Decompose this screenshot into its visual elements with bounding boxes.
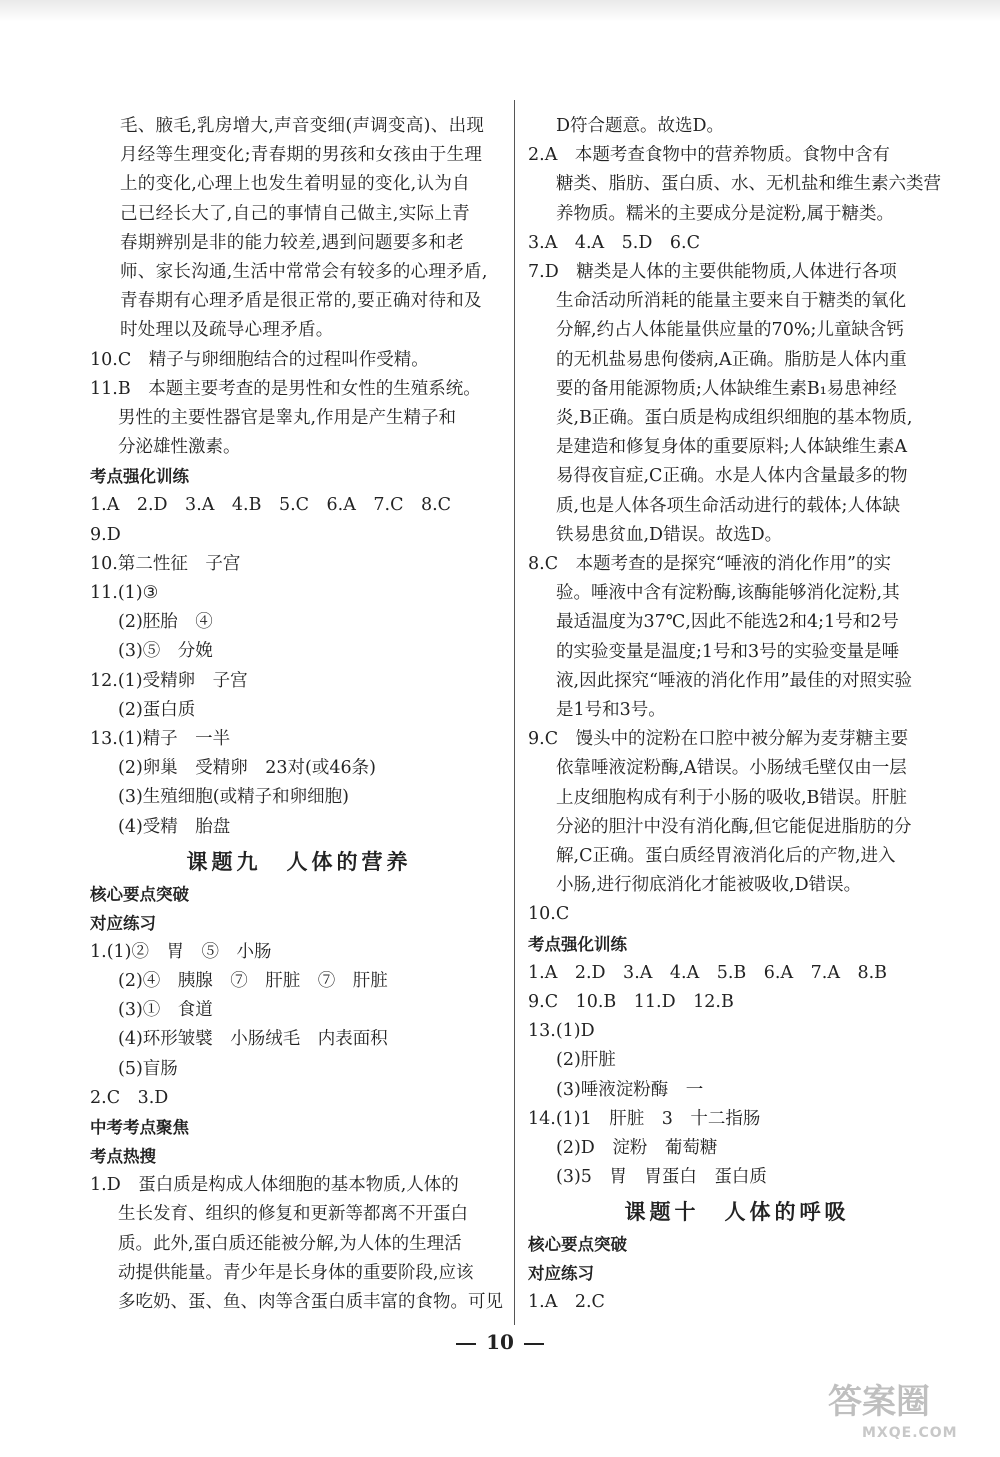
answer-subline: (4)环形皱襞 小肠绒毛 内表面积	[118, 1029, 388, 1050]
section-heading: 核心要点突破	[528, 1235, 627, 1255]
left-column	[90, 112, 508, 1317]
answer-subline: (4)受精 胎盘	[118, 816, 231, 837]
answer-line: 1.D 蛋白质是构成人体细胞的基本物质,人体的	[90, 1175, 459, 1196]
answer-line: 1.(1)② 胃 ⑤ 小肠	[90, 941, 272, 962]
answer-subline: 的无机盐易患佝偻病,A正确。脂肪是人体内重	[556, 349, 907, 370]
scan-top-edge	[0, 0, 1000, 22]
right-column	[528, 112, 946, 1318]
section-heading: 考点热搜	[90, 1147, 156, 1167]
paragraph	[90, 112, 508, 346]
answer-subline: 炎,B正确。蛋白质是构成组织细胞的基本物质,	[556, 408, 913, 429]
answer-subline: 分解,约占人体能量供应量的70%;儿童缺含钙	[556, 320, 904, 341]
answer-line: 10.C 精子与卵细胞结合的过程叫作受精。	[90, 349, 429, 370]
page-number	[0, 1330, 1000, 1354]
answer-line: 9.D	[90, 524, 121, 545]
answer-subline: 要的备用能源物质;人体缺维生素B₁易患神经	[556, 378, 897, 399]
answer-line: 10.C	[528, 904, 570, 925]
answer-line: 13.(1)精子 一半	[90, 729, 231, 750]
answer-subline: 生命活动所消耗的能量主要来自于糖类的氧化	[556, 291, 906, 312]
answer-subline: 糖类、脂肪、蛋白质、水、无机盐和维生素六类营	[556, 174, 941, 195]
answer-subline: 最适温度为37℃,因此不能选2和4;1号和2号	[556, 612, 899, 633]
answer-line: 10.第二性征 子宫	[90, 553, 241, 574]
answer-subline: (2)卵巢 受精卵 23对(或46条)	[118, 758, 376, 779]
paragraph-line: 己已经长大了,自己的事情自己做主,实际上青	[120, 203, 470, 224]
paragraph-line: 春期辨别是非的能力较差,遇到问题要多和老	[120, 232, 465, 253]
answer-subline: 上皮细胞构成有利于小肠的吸收,B错误。肝脏	[556, 787, 907, 808]
paragraph-line: 师、家长沟通,生活中常常会有较多的心理矛盾,	[120, 262, 488, 283]
answer-line: 1.A 2.D 3.A 4.B 5.C 6.A 7.C 8.C	[90, 495, 452, 516]
answer-subline: 的实验变量是温度;1号和3号的实验变量是唾	[556, 641, 900, 662]
paragraph-line: 月经等生理变化;青春期的男孩和女孩由于生理	[120, 145, 483, 166]
answer-subline: 多吃奶、蛋、鱼、肉等含蛋白质丰富的食物。可见	[118, 1291, 503, 1312]
answer-line: 9.C 10.B 11.D 12.B	[528, 991, 734, 1012]
answer-subline: (2)蛋白质	[118, 699, 196, 720]
answer-subline: 动提供能量。青少年是长身体的重要阶段,应该	[118, 1262, 474, 1283]
answer-line: 2.C 3.D	[90, 1087, 169, 1108]
section-heading: 考点强化训练	[90, 467, 189, 487]
answer-subline: 验。唾液中含有淀粉酶,该酶能够消化淀粉,其	[556, 583, 900, 604]
paragraph-line: 毛、腋毛,乳房增大,声音变细(声调变高)、出现	[120, 116, 485, 136]
answer-subline: 依靠唾液淀粉酶,A错误。小肠绒毛壁仅由一层	[556, 758, 907, 779]
answer-line: 11.(1)③	[90, 583, 159, 604]
answer-subline: 分泌的胆汁中没有消化酶,但它能促进脂肪的分	[556, 816, 912, 837]
answer-subline: D符合题意。故选D。	[556, 116, 725, 136]
answer-line: 14.(1)1 肝脏 3 十二指肠	[528, 1108, 761, 1129]
answer-line: 13.(1)D	[528, 1021, 595, 1042]
answer-subline: (2)④ 胰腺 ⑦ 肝脏 ⑦ 肝脏	[118, 971, 388, 992]
answer-line: 7.D 糖类是人体的主要供能物质,人体进行各项	[528, 262, 897, 283]
answer-subline: 质,也是人体各项生命活动进行的载体;人体缺	[556, 495, 900, 516]
answer-subline: 男性的主要性器官是睾丸,作用是产生精子和	[118, 408, 457, 429]
answer-line: 9.C 馒头中的淀粉在口腔中被分解为麦芽糖主要	[528, 729, 909, 750]
answer-subline: 液,因此探究“唾液的消化作用”最佳的对照实验	[556, 670, 912, 691]
section-heading: 对应练习	[528, 1264, 594, 1284]
answer-subline: 质。此外,蛋白质还能被分解,为人体的生理活	[118, 1233, 462, 1254]
answer-subline: (3)5 胃 胃蛋白 蛋白质	[556, 1167, 767, 1188]
section-heading: 核心要点突破	[90, 884, 189, 904]
answer-line: 8.C 本题考查的是探究“唾液的消化作用”的实	[528, 554, 891, 575]
answer-subline: 易得夜盲症,C正确。水是人体内含量最多的物	[556, 466, 908, 487]
section-heading: 考点强化训练	[528, 934, 627, 954]
paragraph-line: 上的变化,心理上也发生着明显的变化,认为自	[120, 174, 470, 195]
answer-subline: (3)生殖细胞(或精子和卵细胞)	[118, 787, 349, 808]
answer-subline: 解,C正确。蛋白质经胃液消化后的产物,进入	[556, 846, 896, 867]
column-divider	[514, 100, 515, 1325]
answer-subline: (3)唾液淀粉酶 一	[556, 1079, 704, 1100]
watermark-logo	[822, 1379, 982, 1443]
page-number-text: 10	[486, 1330, 514, 1354]
answer-subline: 分泌雄性激素。	[118, 437, 241, 458]
answer-line: 3.A 4.A 5.D 6.C	[528, 232, 700, 253]
answer-subline: (3)① 食道	[118, 1000, 213, 1021]
chapter-title: 课题十 人体的呼吸	[624, 1200, 850, 1225]
answer-line: 1.A 2.D 3.A 4.A 5.B 6.A 7.A 8.B	[528, 962, 888, 983]
answer-line: 11.B 本题主要考查的是男性和女性的生殖系统。	[90, 378, 481, 399]
answer-subline: 是1号和3号。	[556, 700, 666, 721]
chapter-title: 课题九 人体的营养	[186, 849, 412, 874]
answer-line: 1.A 2.C	[528, 1292, 605, 1313]
answer-subline: 养物质。糯米的主要成分是淀粉,属于糖类。	[556, 203, 895, 224]
answer-subline: (5)盲肠	[118, 1058, 178, 1079]
answer-subline: 是建造和修复身体的重要原料;人体缺维生素A	[556, 437, 908, 458]
answer-subline: (2)D 淀粉 葡萄糖	[556, 1137, 718, 1158]
answer-line: 12.(1)受精卵 子宫	[90, 670, 248, 691]
answer-subline: (2)胚胎 ④	[118, 612, 213, 633]
answer-subline: 铁易患贫血,D错误。故选D。	[556, 524, 783, 545]
answer-subline: (2)肝脏	[556, 1050, 616, 1071]
answer-subline: 小肠,进行彻底消化才能被吸收,D错误。	[556, 875, 862, 896]
watermark-url: MXQE.COM	[862, 1425, 958, 1441]
paragraph-line: 青春期有心理矛盾是很正常的,要正确对待和及	[120, 291, 482, 312]
answer-line: 2.A 本题考查食物中的营养物质。食物中含有	[528, 145, 890, 166]
section-heading: 对应练习	[90, 913, 156, 933]
watermark-text: 答案圈	[828, 1382, 930, 1422]
answer-subline: 生长发育、组织的修复和更新等都离不开蛋白	[118, 1204, 468, 1225]
answer-subline: (3)⑤ 分娩	[118, 641, 213, 662]
section-heading: 中考考点聚焦	[90, 1118, 189, 1138]
paragraph-line: 时处理以及疏导心理矛盾。	[120, 320, 334, 341]
